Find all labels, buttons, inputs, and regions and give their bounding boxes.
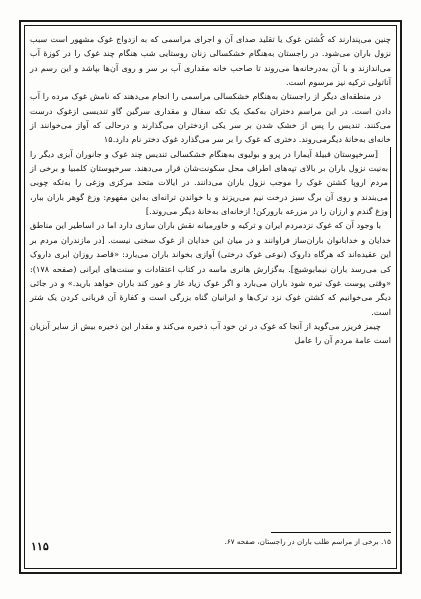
paragraph-3: [سرخپوستان قبیلهٔ آیمارا در پرو و بولیوی به‌هنگام خشکسالی تندیس چند غوک و جانوران آبزی دیگر را به‌نیت نزول باران بر بالای تپه‌های اطراف محل سکونت‌شان قرار می‌دهند. سرخپوستان کلمبیا و برخی از مردم اروپا کشتن غوک را موجب نزول باران می‌دانند. در ایالات متحد مرکزی وزغی را به‌تکه چوبی می‌بندند و روی آن برگ سبز درخت نیم می‌ریزند و با خواندن ترانه‌ای به‌این مفهوم: وزغ گوهر باران ببار، وزغ گندم و ارزان را در مزرعه بارورکن! ازخانه‌ای به‌خانهٔ دیگر می‌روند.] bbox=[30, 147, 391, 219]
paragraph-5: چیمز فریزر می‌گوید از آنجا که غوک در تن خود آب ذخیره می‌کند و مقدار این ذخیره بیش از سایر آبزیان است عامهٔ مردم آن را عامل bbox=[30, 320, 391, 346]
body-text bbox=[30, 32, 391, 348]
page-number: ۱۱۵ bbox=[31, 540, 49, 553]
footnote-divider bbox=[271, 532, 391, 533]
paragraph-1: چنین می‌پندارند که کُشتن غوک یا تقلید صدای آن و اجرای مراسمی که به ‌ازدواج غوک مشهور است سبب نزول باران می‌شود. در راجستان به‌هنگام خشکسالی زنان روستایی شب هنگام چند غوک را در کوزهٔ آب می‌اندازند و با آن به‌درخانه‌ها می‌روند تا صاحب خانه مقداری آب بر سر و روی آن‌ها بپاشد و این رسم در آناتولی ترکیه نیز مرسوم است. bbox=[30, 34, 391, 88]
paragraph-2: در منطقه‌ای دیگر از راجستان به‌هنگام خشکسالی مراسمی را انجام می‌دهند که نامش غوک مرده را آب دادن است. در این مراسم دختران به‌کمک یک تکه سفال و مقداری سرگین گاو تندیسی ازغوک درست می‌کنند. تندیس را پس از خشک شدن بر سر یکی ازدختران می‌گذارند و درحالی که آواز می‌خوانند از خانه‌ای به‌خانهٔ دیگرمی‌روند. دختری که غوک را بر سر می‌گذارد غوک دختر نام دارد.۱۵ bbox=[30, 91, 391, 145]
paragraph-4: با وجود آن که غوک نزدمردم ایران و ترکیه و خاورمیانه نقش باران سازی دارد اما در اساطیر این مناطق خدایان و خدابانوان باران‌ساز فراوانند و در میان این خدایان از غوک سخنی نیست. [در مازندران مردم بر این عقیده‌اند که هرگاه داروک (نوعی غوک درختی) آوازی بخواند باران می‌بارد: «قاصد روزان ابری داروک کی می‌رسد باران نیمابوشیچ]. به‌گزارش هانری ماسه در کتاب اعتقادات و سنت‌های ایرانی (صفحه ۱۷۸): «وقتی پوست غوک تیره شود باران می‌بارد و اگر غوک زیاد غار و غور کند باران خواهد بارید.» و در جائی دیگر می‌خوانیم که کشتن غوک نزد ترک‌ها و ایرانیان گناه بزرگی است و کفارهٔ آن قربانی کردن یک شتر است. bbox=[30, 220, 391, 317]
footnote: ۱۵. برخی از مراسم طلب باران در راجستان، صفحه ۶۷. bbox=[224, 537, 391, 546]
